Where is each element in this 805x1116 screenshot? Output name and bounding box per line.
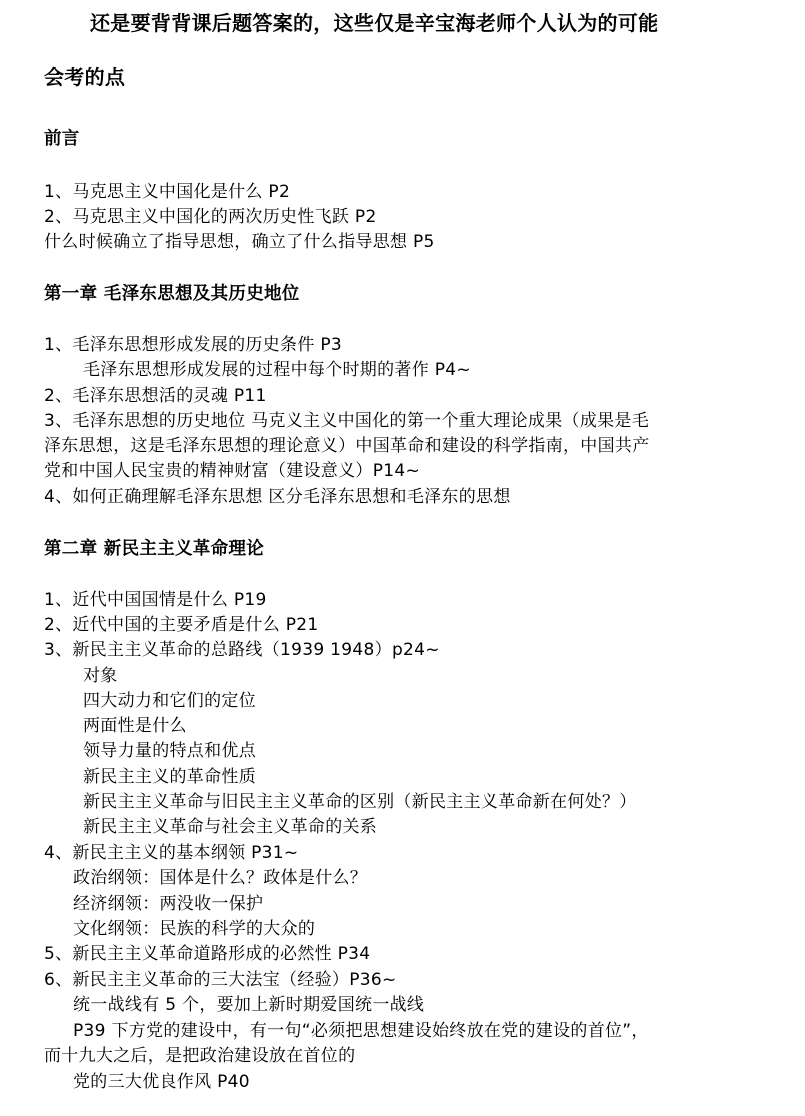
list-item: 1、毛泽东思想形成发展的历史条件 P3 — [44, 335, 342, 355]
section-heading-chapter1: 第一章 毛泽东思想及其历史地位 — [44, 284, 300, 304]
list-subitem: 新民主主义的革命性质 — [83, 767, 256, 787]
list-item: 6、新民主主义革命的三大法宝（经验）P36~ — [44, 970, 397, 990]
list-item: 3、毛泽东思想的历史地位 马克义主义中国化的第一个重大理论成果（成果是毛 — [44, 411, 650, 431]
list-subitem: 毛泽东思想形成发展的过程中每个时期的著作 P4~ — [83, 360, 471, 380]
list-item-continued: 泽东思想，这是毛泽东思想的理论意义）中国革命和建设的科学指南，中国共产 — [44, 436, 650, 456]
list-item: 1、马克思主义中国化是什么 P2 — [44, 182, 291, 202]
list-item: 3、新民主主义革命的总路线（1939 1948）p24~ — [44, 640, 440, 660]
list-item-continued: 党和中国人民宝贵的精神财富（建设意义）P14~ — [44, 461, 421, 481]
list-item: 2、马克思主义中国化的两次历史性飞跃 P2 — [44, 207, 377, 227]
page-title-line-2: 会考的点 — [44, 65, 126, 89]
list-subitem: 两面性是什么 — [83, 716, 187, 736]
list-item: 1、近代中国国情是什么 P19 — [44, 590, 267, 610]
list-subitem: 四大动力和它们的定位 — [83, 691, 256, 711]
list-subitem: 统一战线有 5 个，要加上新时期爱国统一战线 — [73, 995, 425, 1015]
list-item: 5、新民主主义革命道路形成的必然性 P34 — [44, 944, 371, 964]
page-title-line-1: 还是要背背课后题答案的，这些仅是辛宝海老师个人认为的可能 — [90, 11, 659, 35]
list-item: 4、如何正确理解毛泽东思想 区分毛泽东思想和毛泽东的思想 — [44, 487, 511, 507]
list-item: 2、毛泽东思想活的灵魂 P11 — [44, 386, 267, 406]
list-subitem: P39 下方党的建设中，有一句“必须把思想建设始终放在党的建设的首位”， — [73, 1021, 649, 1041]
list-subitem: 党的三大优良作风 P40 — [73, 1072, 250, 1092]
list-item-continued: 而十九大之后，是把政治建设放在首位的 — [44, 1046, 356, 1066]
list-subitem: 领导力量的特点和优点 — [83, 741, 256, 761]
list-subitem: 经济纲领：两没收一保护 — [73, 894, 264, 914]
list-subitem: 对象 — [83, 666, 118, 686]
list-item: 什么时候确立了指导思想，确立了什么指导思想 P5 — [44, 232, 435, 252]
list-item: 2、近代中国的主要矛盾是什么 P21 — [44, 615, 319, 635]
section-heading-chapter2: 第二章 新民主主义革命理论 — [44, 539, 264, 559]
list-item: 4、新民主主义的基本纲领 P31~ — [44, 843, 299, 863]
list-subitem: 新民主主义革命与社会主义革命的关系 — [83, 817, 378, 837]
section-heading-preface: 前言 — [44, 129, 80, 149]
list-subitem: 政治纲领：国体是什么？政体是什么？ — [73, 868, 368, 888]
list-subitem: 文化纲领：民族的科学的大众的 — [73, 919, 316, 939]
list-subitem: 新民主主义革命与旧民主主义革命的区别（新民主主义革命新在何处？） — [83, 792, 637, 812]
